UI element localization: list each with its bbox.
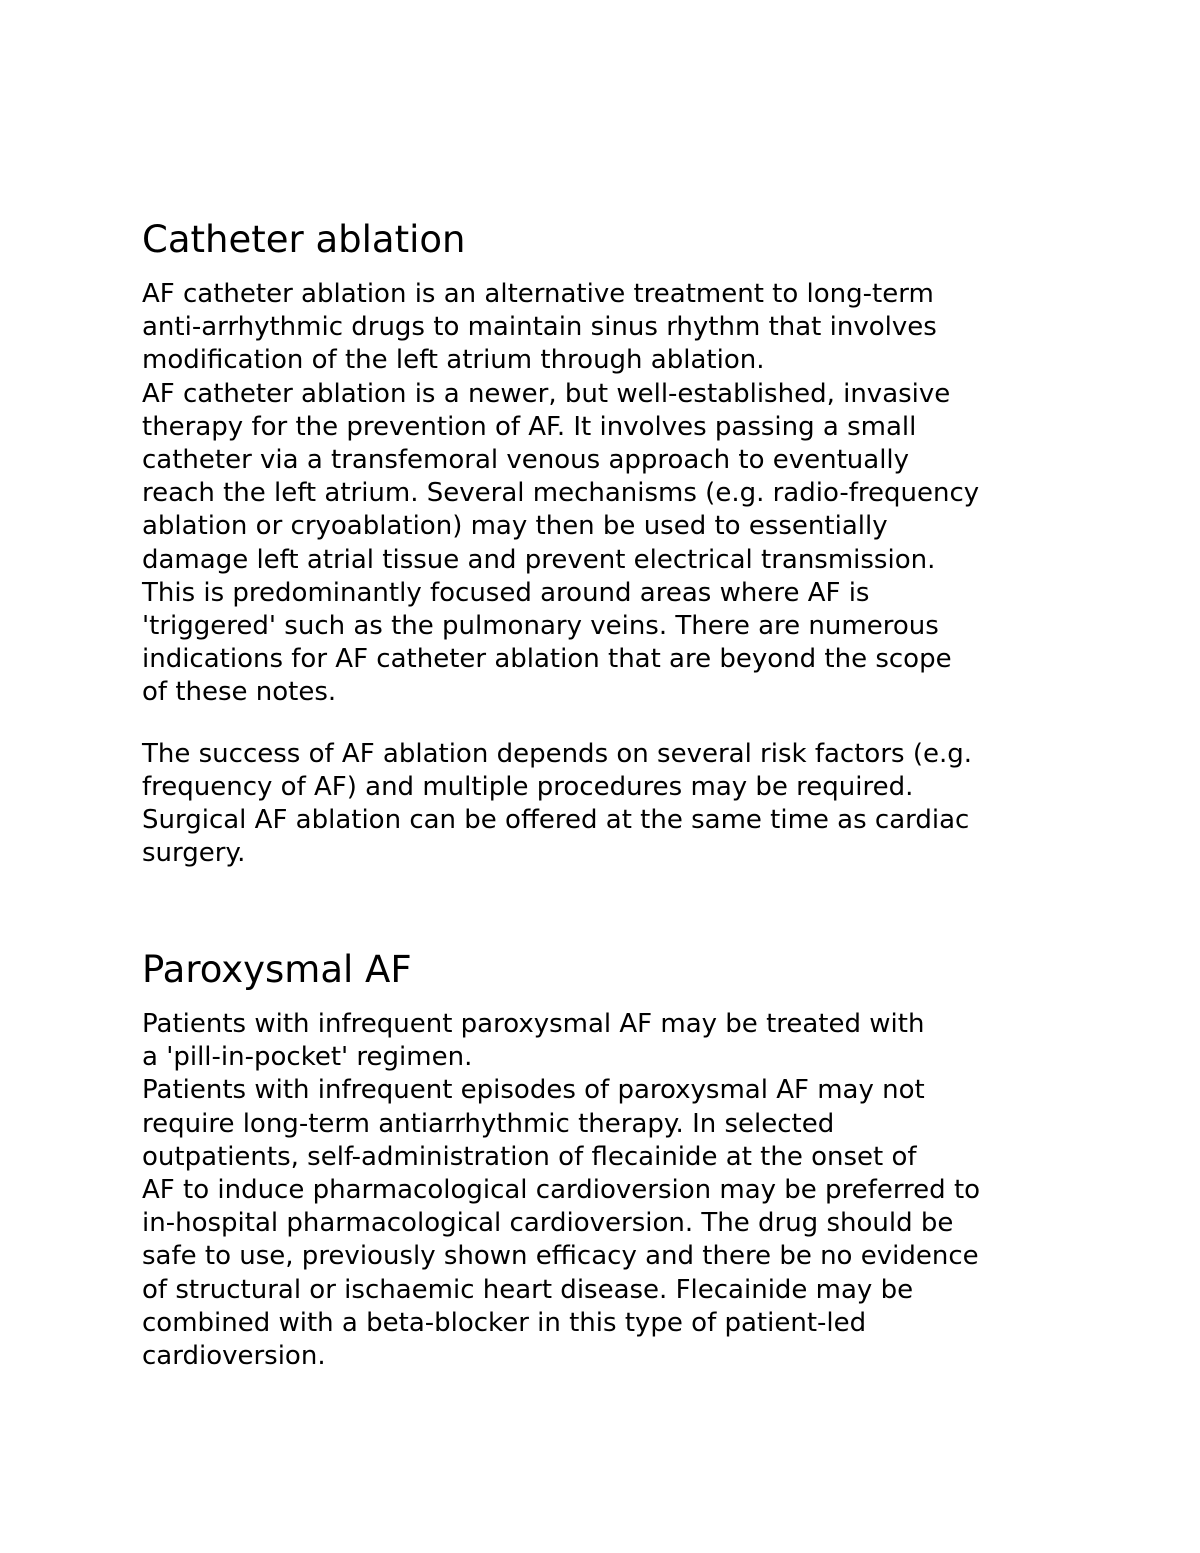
text-line: surgery. [142, 838, 246, 869]
text-line: frequency of AF) and multiple procedures may be required. [142, 771, 914, 802]
text-line: The success of AF ablation depends on several risk factors (e.g. [142, 738, 972, 769]
text-line: in-hospital pharmacological cardioversion. The drug should be [142, 1208, 954, 1239]
text-line: of these notes. [142, 677, 337, 708]
text-line: This is predominantly focused around areas where AF is [142, 577, 870, 608]
text-line: AF catheter ablation is an alternative treatment to long-term [142, 279, 934, 309]
text-line: require long-term antiarrhythmic therapy. In selected [142, 1108, 835, 1139]
text-line: catheter via a transfemoral venous approach to eventually [142, 445, 910, 476]
text-line: Surgical AF ablation can be offered at the same time as cardiac [142, 805, 970, 836]
section-catheter-ablation [142, 218, 1102, 870]
text-line: therapy for the prevention of AF. It involves passing a small [142, 411, 917, 442]
text-line: outpatients, self-administration of flecainide at the onset of [142, 1141, 917, 1172]
text-line: a 'pill-in-pocket' regimen. [142, 1042, 473, 1073]
text-line: damage left atrial tissue and prevent electrical transmission. [142, 544, 936, 575]
text-line: Patients with infrequent episodes of paroxysmal AF may not [142, 1075, 925, 1106]
text-line: of structural or ischaemic heart disease. Flecainide may be [142, 1274, 914, 1305]
text-line: ablation or cryoablation) may then be used to essentially [142, 511, 888, 542]
text-line: safe to use, previously shown efficacy and there be no evidence [142, 1241, 979, 1272]
text-line: cardioversion. [142, 1341, 326, 1372]
text-line: Patients with infrequent paroxysmal AF may be treated with [142, 1009, 925, 1039]
text-line: AF catheter ablation is a newer, but well-established, invasive [142, 378, 951, 409]
section-body [142, 1008, 1102, 1373]
section-body [142, 278, 1102, 870]
text-line: indications for AF catheter ablation that are beyond the scope [142, 644, 952, 675]
text-line: combined with a beta-blocker in this type of patient-led [142, 1307, 867, 1338]
text-line: reach the left atrium. Several mechanisms (e.g. radio-frequency [142, 478, 980, 509]
text-line: anti-arrhythmic drugs to maintain sinus rhythm that involves [142, 312, 937, 343]
section-heading: Catheter ablation [142, 218, 466, 261]
section-paroxysmal-af [142, 948, 1102, 1373]
paragraph-gap [142, 710, 1102, 738]
text-line: 'triggered' such as the pulmonary veins. There are numerous [142, 611, 939, 642]
text-line: AF to induce pharmacological cardioversion may be preferred to [142, 1175, 981, 1206]
section-heading: Paroxysmal AF [142, 948, 412, 991]
text-line: modification of the left atrium through ablation. [142, 345, 765, 376]
